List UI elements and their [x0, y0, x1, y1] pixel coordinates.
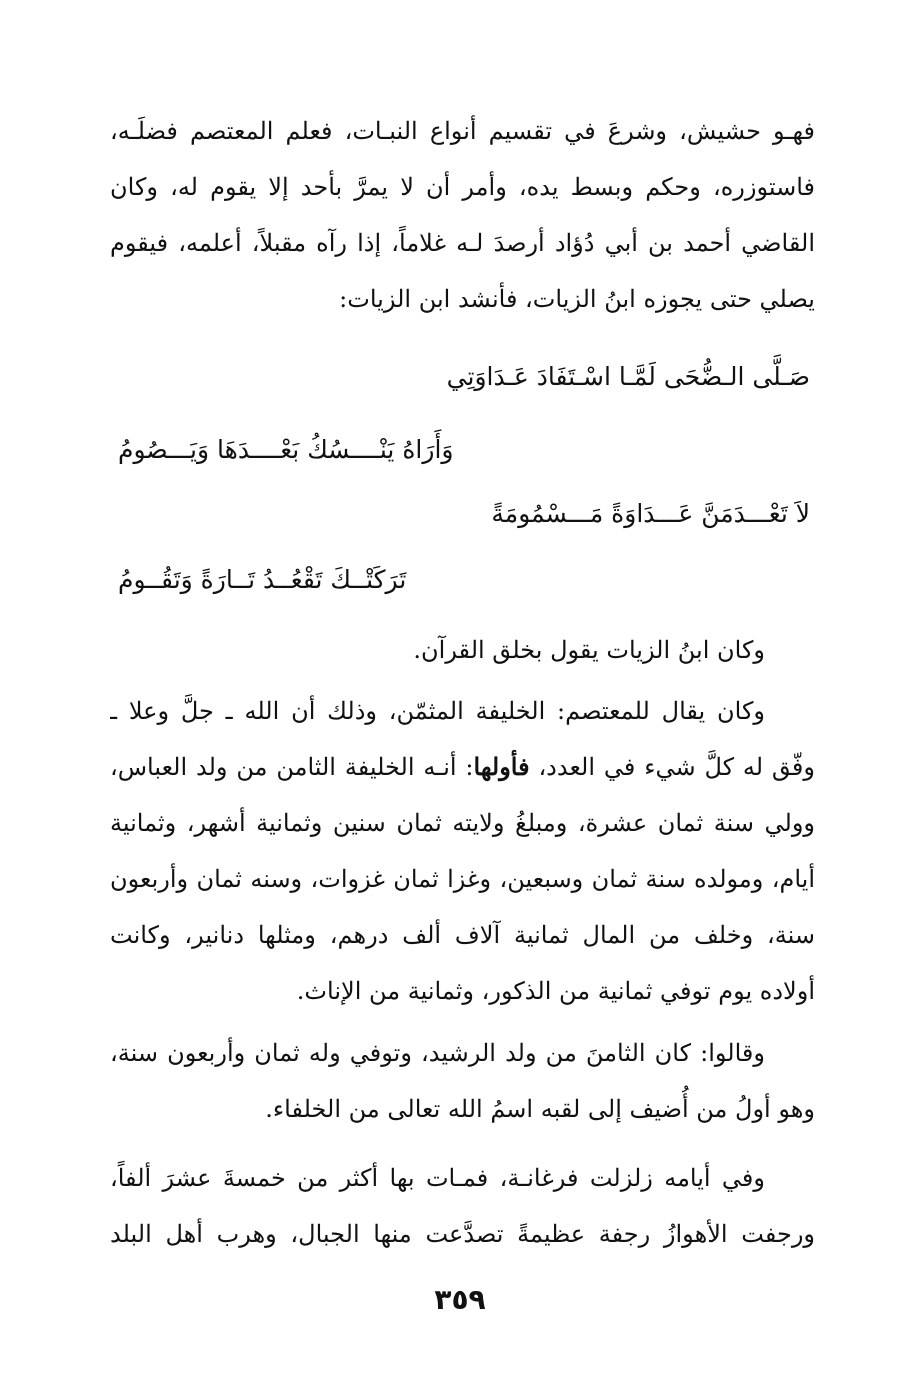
paragraph-4 [110, 1025, 815, 1137]
bold-keyword: فأولها [473, 752, 530, 781]
text-line: ورجفت الأهوازُ رجفة عظيمةً تصدَّعت منها الجبال، وهرب أهل البلد [110, 1220, 815, 1248]
text-line: وولي سنة ثمان عشرة، ومبلغُ ولايته ثمان سنين وثمانية أشهر، وثمانية [110, 809, 815, 837]
text-line: القاضي أحمد بن أبي دُؤاد أرصدَ لـه غلاماً، إذا رآه مقبلاً، أعلمه، فيقوم [110, 229, 815, 257]
poem-verse-1-second-hemistich: وَأَرَاهُ يَنْــــسُكُ بَعْــــدَهَا وَيَـــصُومُ [118, 435, 454, 464]
text-segment: وفّق له كلَّ شيء في العدد، [529, 753, 815, 781]
paragraph-1 [110, 103, 815, 327]
page-number: ٣٥٩ [434, 1283, 486, 1316]
text-line: أولاده يوم توفي ثمانية من الذكور، وثمانية من الإناث. [296, 977, 815, 1005]
text-line: يصلي حتى يجوزه ابنُ الزيات، فأنشد ابن الزيات: [339, 285, 815, 313]
text-line: فاستوزره، وحكم وبسط يده، وأمر أن لا يمرَّ بأحد إلا يقوم له، وكان [110, 173, 815, 201]
poem-verse-2-first-hemistich: لاَ تَعْـــدَمَنَّ عَـــدَاوَةً مَـــسْمُومَةً [491, 499, 810, 528]
text-line: وفي أيامه زلزلت فرغانـة، فمـات بها أكثر من خمسةَ عشرَ ألفاً، [110, 1164, 765, 1192]
paragraph-2 [110, 622, 815, 678]
paragraph-5 [110, 1150, 815, 1262]
paragraph-3 [110, 683, 815, 1019]
text-line: أيام، ومولده سنة ثمان وسبعين، وغزا ثمان غزوات، وسنه ثمان وأربعون [110, 865, 815, 893]
text-line: وكان يقال للمعتصم: الخليفة المثمّن، وذلك أن الله ـ جلَّ وعلا ـ [110, 697, 765, 725]
poem-verse-2-second-hemistich: تَرَكَتْــكَ تَقْعُــدُ تَــارَةً وَتَقُــومُ [118, 565, 407, 594]
text-line: فهـو حشيش، وشرعَ في تقسيم أنواع النبـات، فعلم المعتصم فضلَـه، [110, 117, 815, 145]
text-line [110, 739, 815, 795]
text-segment: : أنـه الخليفة الثامن من ولد العباس، [110, 753, 474, 781]
text-line: وهو أولُ من أُضيف إلى لقبه اسمُ الله تعالى من الخلفاء. [265, 1095, 815, 1123]
text-line: وقالوا: كان الثامنَ من ولد الرشيد، وتوفي وله ثمان وأربعون سنة، [110, 1039, 765, 1067]
poem-verse-1-first-hemistich: صَـلَّى الـضُّحَى لَمَّـا اسْـتَفَادَ عَـدَاوَتِي [446, 362, 810, 391]
text-line: وكان ابنُ الزيات يقول بخلق القرآن. [413, 636, 765, 664]
text-line: سنة، وخلف من المال ثمانية آلاف ألف درهم، ومثلها دنانير، وكانت [110, 921, 815, 949]
